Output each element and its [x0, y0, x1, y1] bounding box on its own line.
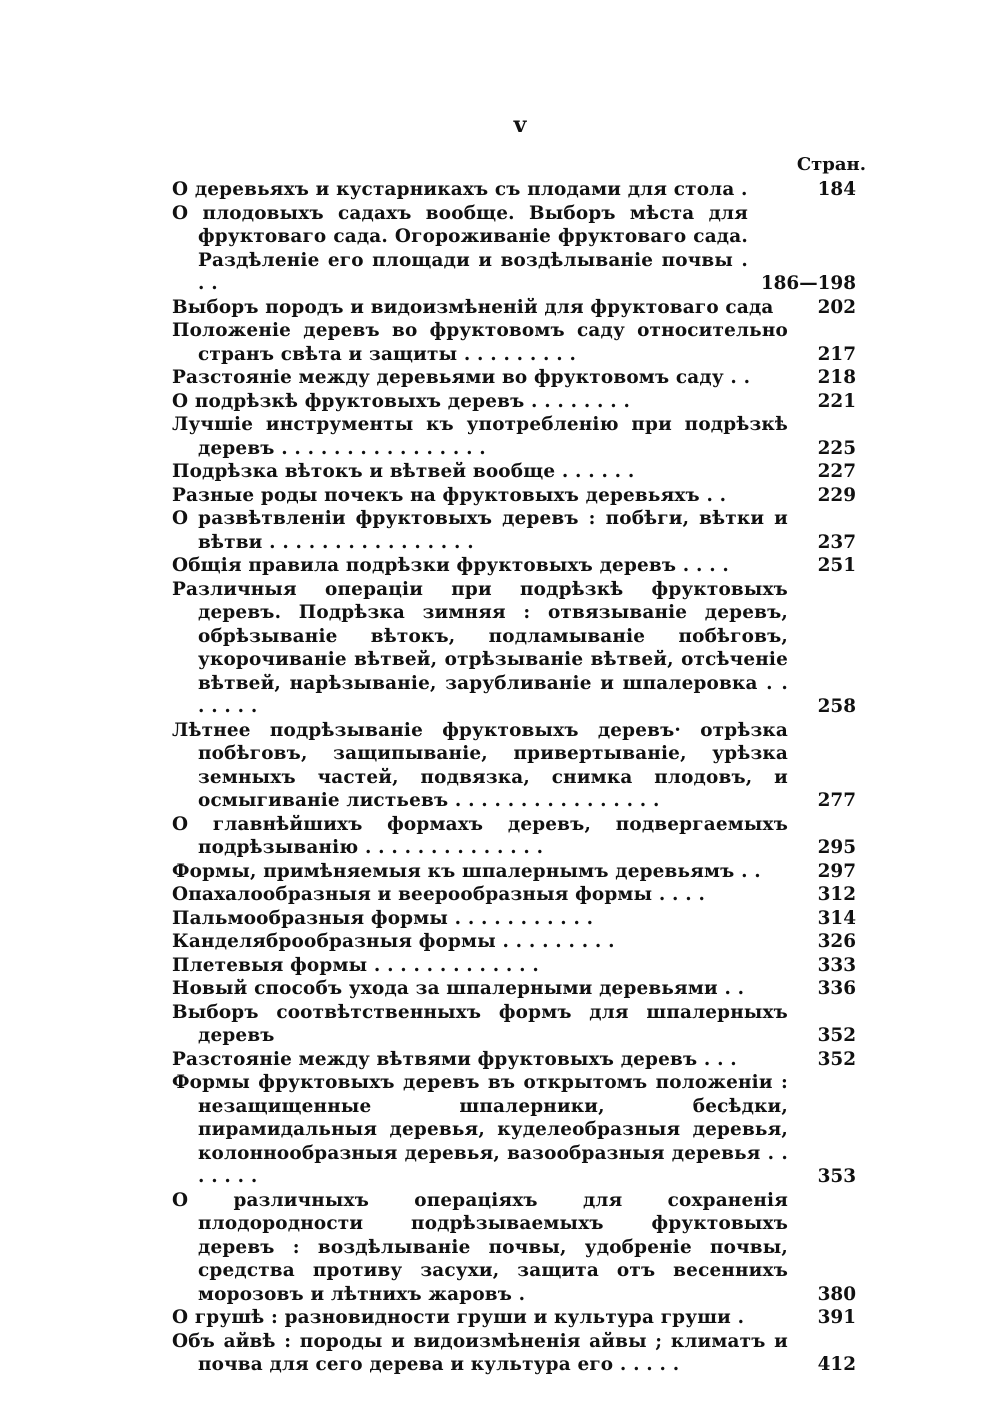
toc-entry — [172, 883, 856, 907]
toc-entry-page: 258 — [817, 696, 856, 717]
toc-entry-page: 202 — [817, 296, 856, 318]
toc-entry-title: О деревьяхъ и кустарникахъ съ плодами для стола . — [172, 179, 748, 200]
toc-entry-title: Разстояніе между деревьями во фруктовомъ саду . . — [172, 367, 751, 388]
toc-entry — [172, 554, 856, 578]
toc-entry-title: О подрѣзкѣ фруктовыхъ деревъ . . . . . . . . — [172, 390, 631, 412]
toc-entry-page: 184 — [817, 179, 856, 200]
toc-entry — [172, 977, 856, 1001]
toc-entry — [172, 1306, 856, 1330]
toc-entry-title: Объ айвѣ : породы и видоизмѣненія айвы ; климатъ и почва для сего дерева и культура его . . . . . — [172, 1330, 788, 1375]
toc-entry — [172, 1048, 856, 1072]
toc-entry-page: 295 — [817, 837, 856, 858]
toc-entry — [172, 578, 856, 719]
toc-entry-page: 225 — [817, 437, 856, 459]
toc-entry — [172, 484, 856, 508]
toc-entry — [172, 1189, 856, 1307]
toc-entry-title: Лучшіе инструменты къ употребленію при подрѣзкѣ деревъ . . . . . . . . . . . . . . . . — [172, 414, 788, 459]
toc-entry — [172, 507, 856, 554]
toc-entry-title: Новый способъ ухода за шпалерными деревьями . . — [172, 978, 745, 999]
toc-entry-page: 221 — [817, 390, 856, 412]
toc-entry-title: Разстояніе между вѣтвями фруктовыхъ деревъ . . . — [172, 1048, 737, 1070]
toc-entry — [172, 954, 856, 978]
toc-entry-title: Выборъ породъ и видоизмѣненій для фруктоваго сада — [172, 296, 774, 318]
toc-entry-page: 229 — [817, 484, 856, 506]
toc-entry-title: Формы, примѣняемыя къ шпалернымъ деревьямъ . . — [172, 860, 761, 882]
toc-entry — [172, 178, 856, 202]
toc-entry-title: О развѣтвленіи фруктовыхъ деревъ : побѣги, вѣтки и вѣтви . . . . . . . . . . . . . . . . — [172, 508, 788, 553]
toc-entry-title: О различныхъ операціяхъ для сохраненія плодородности подрѣзываемыхъ фруктовыхъ деревъ : воздѣлываніе почвы, удобреніе почвы, средства противу засухи, защита отъ весеннихъ морозовъ и лѣтнихъ жаровъ . — [172, 1189, 788, 1305]
toc-entry-page: 251 — [817, 555, 856, 576]
page-column-header: Стран. — [796, 154, 866, 175]
toc-entry-page: 353 — [817, 1166, 856, 1187]
toc-entry-title: Плетевыя формы . . . . . . . . . . . . . — [172, 954, 539, 976]
toc-entry — [172, 1001, 856, 1048]
toc-entry-page: 227 — [817, 461, 856, 482]
toc-entry-title: Пальмообразныя формы . . . . . . . . . . . — [172, 907, 594, 929]
toc-entry-title: О плодовыхъ садахъ вообще. Выборъ мѣста для фруктоваго сада. Огороживаніе фруктоваго сада. Раздѣленіе его площади и воздѣлываніе почвы . . . — [172, 202, 748, 294]
toc-entry-title: Формы фруктовыхъ деревъ въ открытомъ положеніи : незащищенные шпалерники, бесѣдки, пирамидальныя деревья, куделеобразныя деревья, колоннообразныя деревья, вазообразныя деревья . . . . . . . — [172, 1072, 788, 1187]
toc-entry-page: 297 — [817, 860, 856, 882]
toc-entry-title: Лѣтнее подрѣзываніе фруктовыхъ деревъ· отрѣзка побѣговъ, защипываніе, привертываніе, урѣзка земныхъ частей, подвязка, снимка плодовъ, и осмыгиваніе листьевъ . . . . . . . . . . . . . . . . — [172, 719, 788, 811]
toc-entry-title: Подрѣзка вѣтокъ и вѣтвей вообще . . . . . . — [172, 461, 635, 482]
toc-entry-title: Общія правила подрѣзки фруктовыхъ деревъ . . . . — [172, 555, 730, 576]
toc-entry-page: 312 — [817, 884, 856, 905]
toc-entry-title: О грушѣ : разновидности груши и культура груши . — [172, 1307, 745, 1328]
page-number: v — [513, 112, 527, 138]
toc-entry-page: 277 — [817, 790, 856, 811]
toc-entry-page: 314 — [817, 907, 856, 929]
toc-entry — [172, 413, 856, 460]
toc-entry — [172, 296, 856, 320]
toc-entry — [172, 1071, 856, 1189]
toc-entry-title: Выборъ соотвѣтственныхъ формъ для шпалерныхъ деревъ — [172, 1001, 788, 1046]
toc-entry — [172, 202, 856, 296]
toc-entry — [172, 860, 856, 884]
toc-entry-title: Положеніе деревъ во фруктовомъ саду относительно странъ свѣта и защиты . . . . . . . . . — [172, 320, 788, 365]
toc-entry-page: 237 — [817, 531, 856, 553]
toc-entry-page: 352 — [817, 1025, 856, 1046]
toc-entry-page: 218 — [817, 367, 856, 388]
toc-entry-page: 336 — [817, 978, 856, 999]
toc-entry — [172, 719, 856, 813]
toc-entry-title: Различныя операціи при подрѣзкѣ фруктовыхъ деревъ. Подрѣзка зимняя : отвязываніе деревъ, обрѣзываніе вѣтокъ, подламываніе побѣговъ, укорочиваніе вѣтвей, отрѣзываніе вѣтвей, отсѣченіе вѣтвей, нарѣзываніе, зарубливаніе и шпалеровка . . . . . . . — [172, 578, 788, 717]
toc-entry — [172, 813, 856, 860]
toc-entry — [172, 366, 856, 390]
toc-entry — [172, 390, 856, 414]
toc-entry-title: Разные роды почекъ на фруктовыхъ деревьяхъ . . — [172, 484, 727, 506]
toc-entry — [172, 907, 856, 931]
toc-entry-page: 352 — [817, 1048, 856, 1070]
toc-entry — [172, 319, 856, 366]
toc-entry-title: О главнѣйшихъ формахъ деревъ, подвергаемыхъ подрѣзыванію . . . . . . . . . . . . . . — [172, 813, 788, 858]
toc-entry — [172, 1330, 856, 1377]
toc-entry-title: Опахалообразныя и веерообразныя формы . . . . — [172, 884, 706, 905]
toc-entry-page: 333 — [817, 954, 856, 976]
toc-entry-page: 217 — [817, 343, 856, 365]
toc-entry — [172, 930, 856, 954]
toc-entry-title: Канделяброобразныя формы . . . . . . . . . — [172, 931, 615, 952]
toc-entry-page: 391 — [817, 1307, 856, 1328]
toc-entry-page: 412 — [817, 1354, 856, 1375]
toc-entry-page: 326 — [817, 931, 856, 952]
table-of-contents — [172, 178, 856, 1377]
toc-entry-page: 380 — [817, 1283, 856, 1305]
toc-entry-page: 186—198 — [760, 273, 856, 294]
toc-entry — [172, 460, 856, 484]
